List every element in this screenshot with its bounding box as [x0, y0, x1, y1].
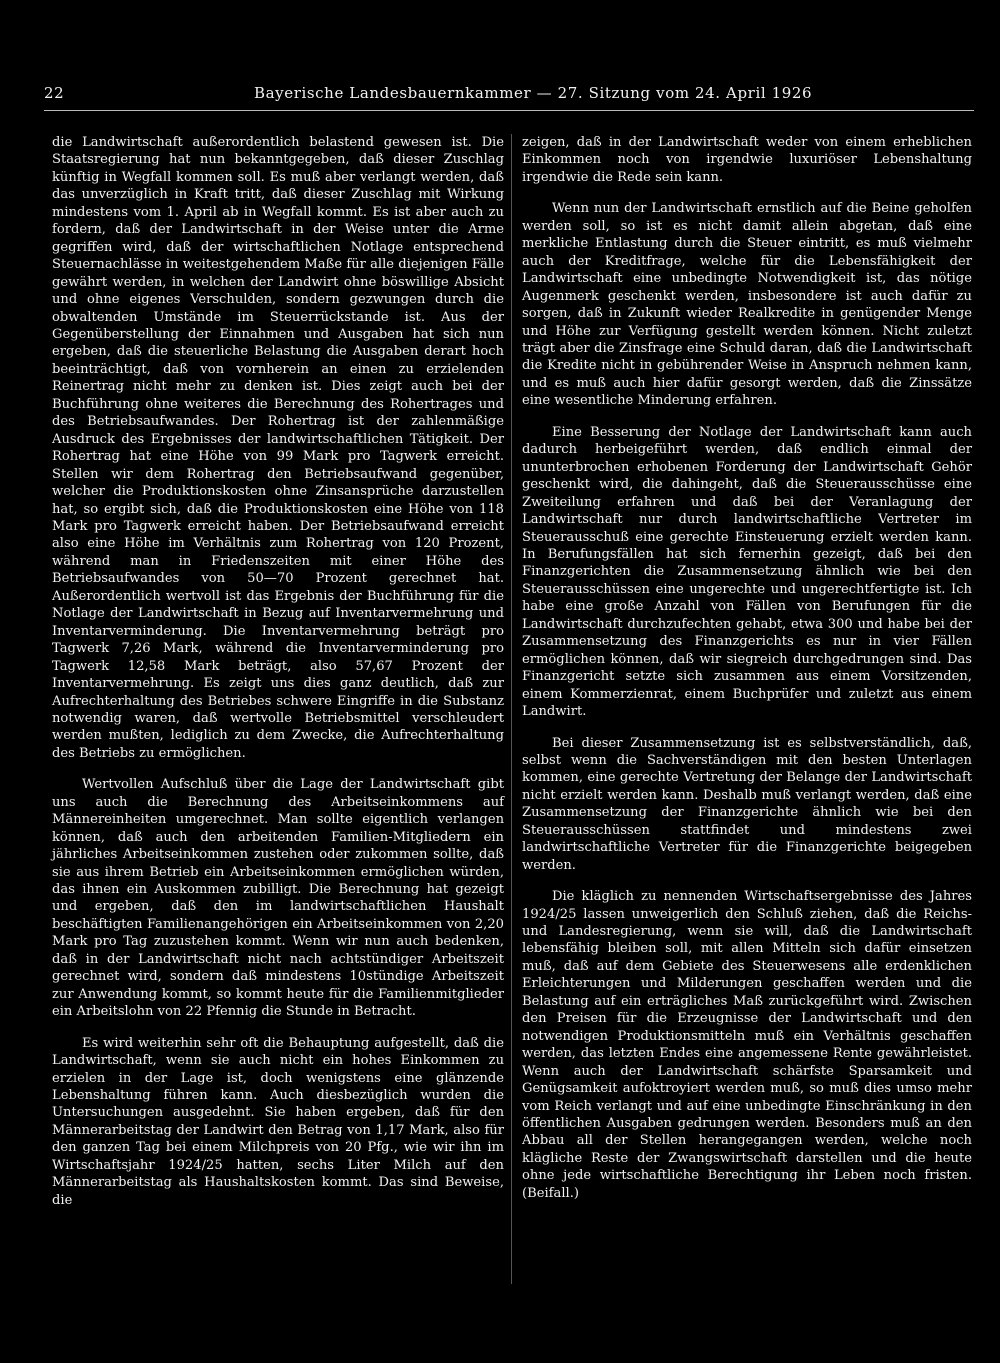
- page-number: 22: [44, 84, 65, 102]
- right-paragraph-1: zeigen, daß in der Landwirtschaft weder von einem erheblichen Einkommen noch von irgendwie luxuriöser Lebenshaltung irgendwie die Rede sein kann.: [522, 135, 972, 185]
- right-paragraph-2: Wenn nun der Landwirtschaft ernstlich auf die Beine geholfen werden soll, so ist es nicht damit allein abgetan, daß eine merkliche Entlastung durch die Steuer eintritt, es muß vielmehr auch der Kreditfrage, welche für die Lebensfähigkeit der Landwirtschaft eine unbedingte Notwendigkeit ist, das nötige Augenmerk geschenkt werden, insbesondere ist auch dafür zu sorgen, daß in Zukunft wieder Realkredite in genügender Menge und Höhe zur Verfügung gestellt werden können. Nicht zuletzt trägt aber die Zinsfrage eine Schuld daran, daß die Landwirtschaft die Kredite nicht in gebührender Weise in Anspruch nehmen kann, und es muß auch hier dafür gesorgt werden, daß die Zinssätze eine wesentliche Minderung erfahren.: [522, 201, 972, 409]
- header-rule: [44, 110, 974, 111]
- left-paragraph-1: die Landwirtschaft außerordentlich belastend gewesen ist. Die Staatsregierung hat nun bekanntgegeben, daß dieser Zuschlag künftig in Wegfall kommen soll. Es muß aber verlangt werden, daß das unverzüglich in Kraft tritt, daß dieser Zuschlag mit Wirkung mindestens vom 1. April ab in Wegfall kommt. Es ist aber auch zu fordern, daß der Landwirtschaft in der Weise unter die Arme gegriffen wird, daß der wirtschaftlichen Notlage entsprechend Steuernachlässe in weitestgehendem Maße für alle diejenigen Fälle gewährt werden, in welchen der Landwirt ohne böswillige Absicht und ohne eigenes Verschulden, sondern gezwungen durch die obwaltenden Umstände im Steuerrückstande ist. Aus der Gegenüberstellung der Einnahmen und Ausgaben hat sich nun ergeben, daß die steuerliche Belastung die Ausgaben derart hoch beeinträchtigt, daß von vornherein an einen zu erzielenden Reinertrag nicht mehr zu denken ist. Dies zeigt auch bei der Buchführung ohne weiteres die Berechnung des Rohertrages und des Betriebsaufwandes. Der Rohertrag ist der zahlenmäßige Ausdruck des Ergebnisses der landwirtschaftlichen Tätigkeit. Der Rohertrag hat eine Höhe von 99 Mark pro Tagwerk erreicht. Stellen wir dem Rohertrag den Betriebsaufwand gegenüber, welcher die Produktionskosten ohne Zinsansprüche darzustellen hat, so ergibt sich, daß die Produktionskosten eine Höhe von 118 Mark pro Tagwerk erreicht haben. Der Betriebsaufwand erreicht also eine Höhe im Verhältnis zum Rohertrag von 120 Prozent, während man in Friedenszeiten mit einer Höhe des Betriebsaufwandes von 50—70 Prozent gerechnet hat. Außerordentlich wertvoll ist das Ergebnis der Buchführung für die Notlage der Landwirtschaft in Bezug auf Inventarvermehrung und Inventarverminderung. Die Inventarvermehrung beträgt pro Tagwerk 7,26 Mark, während die Inventarverminderung pro Tagwerk 12,58 Mark beträgt, also 57,67 Prozent der Inventarvermehrung. Es zeigt uns dies ganz deutlich, daß zur Aufrechterhaltung des Betriebes schwere Eingriffe in die Substanz notwendig waren, daß wertvolle Betriebsmittel verschleudert werden mußten, lediglich zu dem Zwecke, die Aufrechterhaltung des Betriebs zu ermöglichen.: [52, 135, 504, 761]
- running-title: Bayerische Landesbauernkammer — 27. Sitzung vom 24. April 1926: [254, 84, 813, 102]
- left-paragraph-3: Es wird weiterhin sehr oft die Behauptung aufgestellt, daß die Landwirtschaft, wenn sie auch nicht ein hohes Einkommen zu erzielen in der Lage ist, doch wenigstens eine glänzende Lebenshaltung führen kann. Auch diesbezüglich wurden die Untersuchungen ausgedehnt. Sie haben ergeben, daß für den Männerarbeitstag der Landwirt den Betrag von 1,17 Mark, also für den ganzen Tag bei einem Milchpreis von 20 Pfg., wie wir ihn im Wirtschaftsjahr 1924/25 hatten, sechs Liter Milch auf den Männerarbeitstag als Haushaltskosten kommt. Das sind Beweise, die: [52, 1035, 504, 1208]
- right-paragraph-3: Eine Besserung der Notlage der Landwirtschaft kann auch dadurch herbeigeführt werden, daß endlich einmal der ununterbrochen erhobenen Forderung der Landwirtschaft Gehör geschenkt wird, die dahingeht, daß die Steuerausschüsse eine Zweiteilung erfahren und daß bei der Veranlagung der Landwirtschaft nur durch landwirtschaftliche Vertreter im Steuerausschuß eine gerechte Einsteuerung erzielt werden kann. In Berufungsfällen hat sich fernerhin gezeigt, daß bei den Finanzgerichten die Zusammensetzung ähnlich wie bei den Steuerausschüssen eine ungerechte und ungerechtfertigte ist. Ich habe eine große Anzahl von Fällen von Berufungen für die Landwirtschaft durchzufechten gehabt, etwa 300 und habe bei der Zusammensetzung des Finanzgerichts es nur in vier Fällen ermöglichen können, daß wir siegreich durchgedrungen sind. Das Finanzgericht setzte sich zusammen aus einem Vorsitzenden, einem Kommerzienrat, einem Buchprüfer und zuletzt aus einem Landwirt.: [522, 424, 972, 720]
- right-paragraph-5: Die kläglich zu nennenden Wirtschaftsergebnisse des Jahres 1924/25 lassen unweigerlich den Schluß ziehen, daß die Reichs- und Landesregierung, wenn sie will, daß die Landwirtschaft lebensfähig bleiben soll, mit allen Mitteln sich dafür einsetzen muß, daß auf dem Gebiete des Steuerwesens alle erdenklichen Erleichterungen und Milderungen geschaffen werden und die Belastung auf ein erträgliches Maß zurückgeführt wird. Zwischen den Preisen für die Erzeugnisse der Landwirtschaft und den notwendigen Produktionsmitteln muß ein Verhältnis geschaffen werden, das letzten Endes eine angemessene Rente gewährleistet. Wenn auch der Landwirtschaft schärfste Sparsamkeit und Genügsamkeit aufoktroyiert werden muß, so muß dies umso mehr vom Reich verlangt und auf eine unbedingte Einschränkung in den öffentlichen Ausgaben gedrungen werden. Besonders muß an den Abbau all der Stellen herangegangen werden, welche noch klägliche Reste der Zwangswirtschaft darstellen und die heute ohne jede wirtschaftliche Berechtigung ihr Leben noch fristen. (Beifall.): [522, 889, 972, 1201]
- column-divider: [511, 134, 512, 1284]
- right-paragraph-4: Bei dieser Zusammensetzung ist es selbstverständlich, daß, selbst wenn die Sachverständigen mit den besten Unterlagen kommen, eine gerechte Vertretung der Belange der Landwirtschaft nicht erzielt werden kann. Deshalb muß verlangt werden, daß eine Zusammensetzung der Finanzgerichte ähnlich wie bei den Steuerausschüssen stattfindet und mindestens zwei landwirtschaftliche Vertreter für die Finanzgerichte beigegeben werden.: [522, 735, 972, 873]
- page-header: [44, 82, 974, 110]
- right-column: [522, 134, 972, 1216]
- document-page: [44, 82, 974, 1322]
- left-column: [52, 134, 504, 1223]
- left-paragraph-2: Wertvollen Aufschluß über die Lage der Landwirtschaft gibt uns auch die Berechnung des Arbeitseinkommens auf Männereinheiten umgerechnet. Man sollte eigentlich verlangen können, daß auch den arbeitenden Familien-Mitgliedern ein jährliches Arbeitseinkommen zustehen oder zukommen sollte, daß sie aus ihrem Betrieb ein Arbeitseinkommen ermöglichen würden, das ihnen ein Auskommen zubilligt. Die Berechnung hat gezeigt und ergeben, daß den im landwirtschaftlichen Haushalt beschäftigten Familienangehörigen ein Arbeitseinkommen von 2,20 Mark pro Tag zuzustehen kommt. Wenn wir nun auch bedenken, daß in der Landwirtschaft nicht nach achtstündiger Arbeitszeit gerechnet wird, sondern daß mindestens 10stündige Arbeitszeit zur Anwendung kommt, so kommt heute für die Familienmitglieder ein Arbeitslohn von 22 Pfennig die Stunde in Betracht.: [52, 777, 504, 1020]
